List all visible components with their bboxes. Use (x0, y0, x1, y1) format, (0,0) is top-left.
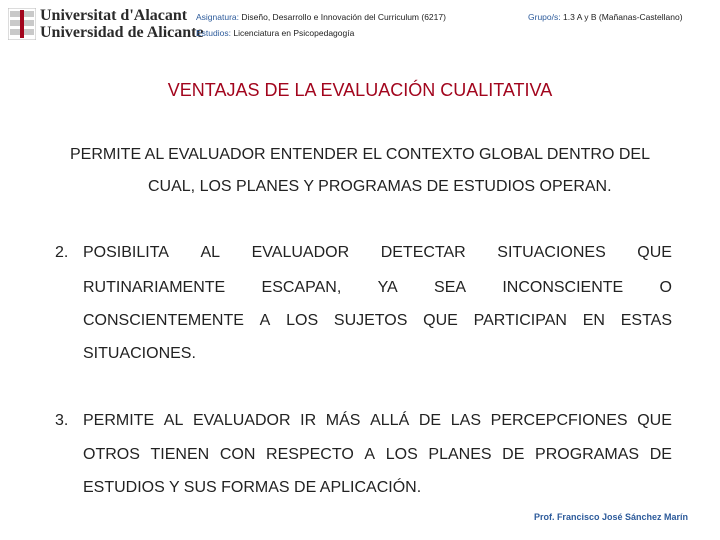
logo-line-2: Universidad de Alicante (40, 24, 204, 41)
word: POSIBILITA (83, 244, 169, 261)
asignatura-label: Asignatura: (196, 12, 239, 22)
item2-line4: SITUACIONES. (83, 345, 196, 362)
slide-title: VENTAJAS DE LA EVALUACIÓN CUALITATIVA (167, 80, 553, 100)
word: RUTINARIAMENTE (83, 279, 226, 296)
word: INCONSCIENTE (502, 279, 624, 296)
word: QUE (423, 312, 458, 329)
word: AL (200, 244, 221, 261)
word: CON (219, 446, 256, 463)
university-logo (6, 6, 204, 44)
item2-line2 (83, 279, 672, 297)
word: DE (502, 446, 525, 463)
item2-line1 (83, 244, 672, 262)
footer-author: Prof. Francisco José Sánchez Marín (533, 512, 688, 522)
word: QUE (637, 412, 672, 429)
grupos-info (528, 12, 683, 22)
word: PERMITE (83, 412, 155, 429)
word: SITUACIONES (497, 244, 606, 261)
word: DETECTAR (380, 244, 466, 261)
estudios-value: Licenciatura en Psicopedagogía (233, 28, 355, 38)
word: EN (582, 312, 605, 329)
word: LOS (385, 446, 418, 463)
word: A (259, 312, 271, 329)
item3-line2 (83, 446, 672, 464)
word: A (364, 446, 376, 463)
word: PLANES (428, 446, 492, 463)
item3-line3: ESTUDIOS Y SUS FORMAS DE APLICACIÓN. (83, 479, 422, 496)
item2-number: 2. (55, 244, 69, 261)
word: DE (418, 412, 442, 429)
word: LOS (286, 312, 319, 329)
word: TIENEN (150, 446, 210, 463)
word: IR (300, 412, 317, 429)
word: ALLÁ (370, 412, 410, 429)
word: PROGRAMAS (535, 446, 640, 463)
word: ESTAS (620, 312, 672, 329)
word: YA (377, 279, 398, 296)
grupos-label: Grupo/s: (528, 12, 561, 22)
word: SUJETOS (333, 312, 408, 329)
university-logo-icon (8, 8, 36, 40)
logo-text (40, 7, 204, 41)
word: ESCAPAN, (261, 279, 342, 296)
asignatura-info (196, 12, 446, 22)
word: RESPECTO (266, 446, 354, 463)
word: AL (163, 412, 184, 429)
logo-line-1: Universitat d'Alacant (40, 7, 188, 24)
estudios-info (196, 28, 354, 38)
word: PERCEPCFIONES (490, 412, 628, 429)
estudios-label: Estudios: (196, 28, 231, 38)
word: EVALUADOR (192, 412, 291, 429)
asignatura-value: Diseño, Desarrollo e Innovación del Curriculum (6217) (241, 12, 446, 22)
grupos-value: 1.3 A y B (Mañanas-Castellano) (562, 12, 683, 22)
word: OTROS (83, 446, 140, 463)
word: CONSCIENTEMENTE (83, 312, 244, 329)
item1-line1: PERMITE AL EVALUADOR ENTENDER EL CONTEXTO GLOBAL DENTRO DEL (70, 146, 650, 163)
item3-number: 3. (55, 412, 69, 429)
word: O (659, 279, 672, 296)
word: MÁS (325, 412, 361, 429)
word: LAS (450, 412, 481, 429)
word: DE (649, 446, 672, 463)
word: EVALUADOR (251, 244, 350, 261)
item2-line3 (83, 312, 672, 330)
word: PARTICIPAN (473, 312, 567, 329)
word: SEA (434, 279, 467, 296)
item3-line1 (83, 412, 672, 430)
word: QUE (637, 244, 672, 261)
item1-line2: CUAL, LOS PLANES Y PROGRAMAS DE ESTUDIOS OPERAN. (148, 178, 612, 195)
